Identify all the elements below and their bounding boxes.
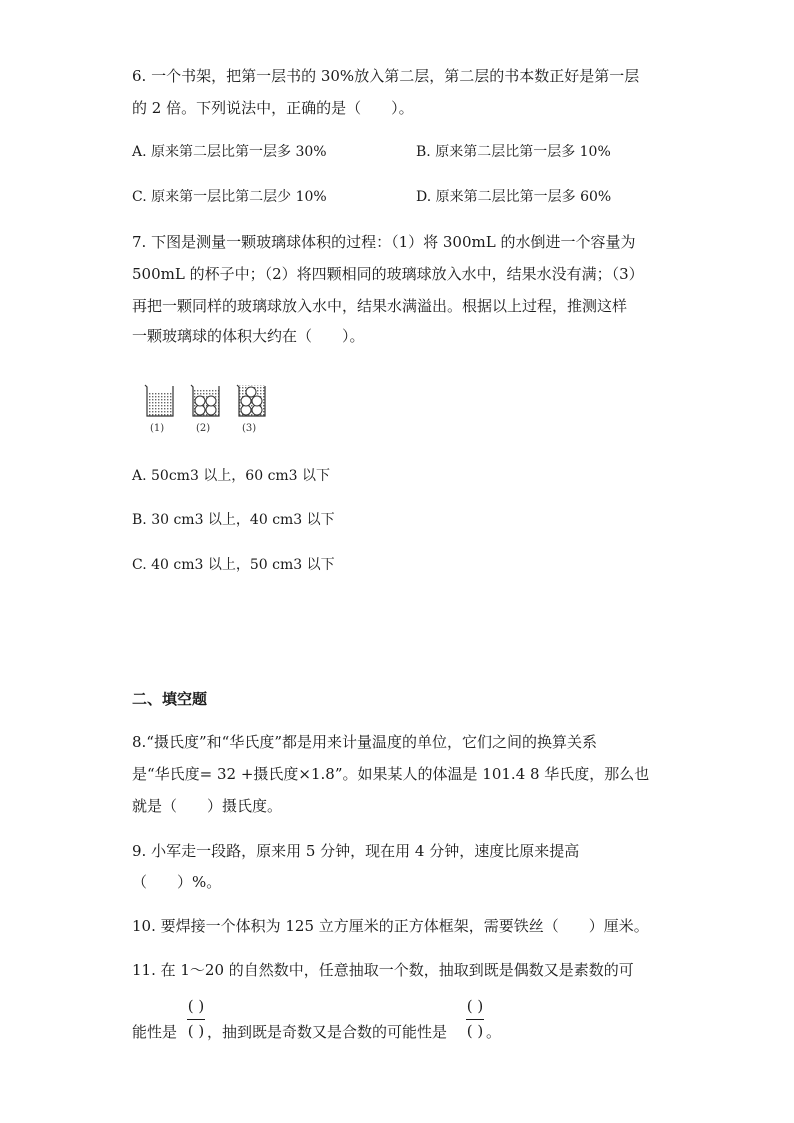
q6-line-1: 6. 一个书架，把第一层书的 30%放入第二层，第二层的书本数正好是第一层: [132, 67, 640, 85]
q6-option-b: B. 原来第二层比第一层多 10%: [416, 144, 611, 160]
beaker-3: [237, 385, 265, 416]
q6-line-2: 的 2 倍。下列说法中，正确的是（ ）。: [132, 99, 414, 117]
figure-label-2: (2): [196, 423, 211, 434]
q7-line-3: 再把一颗同样的玻璃球放入水中，结果水满溢出。根据以上过程，推测这样: [132, 297, 628, 315]
beaker-1: [145, 385, 173, 416]
q7-line-1: 7. 下图是测量一颗玻璃球体积的过程：（1）将 300mL 的水倒进一个容量为: [132, 233, 636, 251]
figure-label-3: (3): [242, 423, 257, 434]
q11-line-1: 11. 在 1～20 的自然数中，任意抽取一个数，抽取到既是偶数又是素数的可: [132, 961, 634, 979]
q7-option-c: C. 40 cm3 以上，50 cm3 以下: [132, 557, 335, 573]
fraction-1-bar: [187, 1019, 205, 1020]
fraction-1-numerator: ( ): [187, 997, 205, 1015]
q6-option-a: A. 原来第二层比第一层多 30%: [132, 144, 327, 160]
q8-line-1: 8.“摄氏度”和“华氏度”都是用来计量温度的单位，它们之间的换算关系: [132, 733, 597, 751]
q6-option-c: C. 原来第一层比第二层少 10%: [132, 189, 327, 205]
q8-line-2: 是“华氏度= 32 +摄氏度×1.8”。如果某人的体温是 101.4 8 华氏度，那么也: [132, 765, 650, 783]
beaker-figure: [140, 378, 275, 436]
fraction-2-bar: [466, 1019, 484, 1020]
q7-line-2: 500mL 的杯子中；（2）将四颗相同的玻璃球放入水中，结果水没有满；（3）: [132, 265, 644, 283]
fraction-1-denominator: ( ): [187, 1022, 205, 1040]
fraction-blank-1[interactable]: [185, 996, 207, 1044]
fraction-blank-2[interactable]: [464, 996, 486, 1044]
section-heading: 二、填空题: [132, 690, 208, 708]
q7-option-a: A. 50cm3 以上，60 cm3 以下: [132, 468, 331, 484]
q8-line-3: 就是（ ）摄氏度。: [132, 797, 283, 815]
q11-prefix: 能性是: [132, 1023, 178, 1041]
fraction-2-numerator: ( ): [466, 997, 484, 1015]
q9-line-2: （ ）%。: [132, 873, 222, 891]
q7-option-b: B. 30 cm3 以上，40 cm3 以下: [132, 512, 335, 528]
figure-label-1: (1): [150, 423, 165, 434]
fraction-2-denominator: ( ): [466, 1022, 484, 1040]
q7-line-4: 一颗玻璃球的体积大约在（ ）。: [132, 327, 365, 345]
q11-middle: ，抽到既是奇数又是合数的可能性是: [207, 1023, 448, 1041]
beaker-2: [191, 385, 219, 416]
q11-suffix: 。: [486, 1023, 502, 1041]
q6-option-d: D. 原来第二层比第一层多 60%: [416, 189, 612, 205]
q9-line-1: 9. 小军走一段路，原来用 5 分钟，现在用 4 分钟，速度比原来提高: [132, 842, 580, 860]
q10-line-1: 10. 要焊接一个体积为 125 立方厘米的正方体框架，需要铁丝（ ）厘米。: [132, 917, 649, 935]
